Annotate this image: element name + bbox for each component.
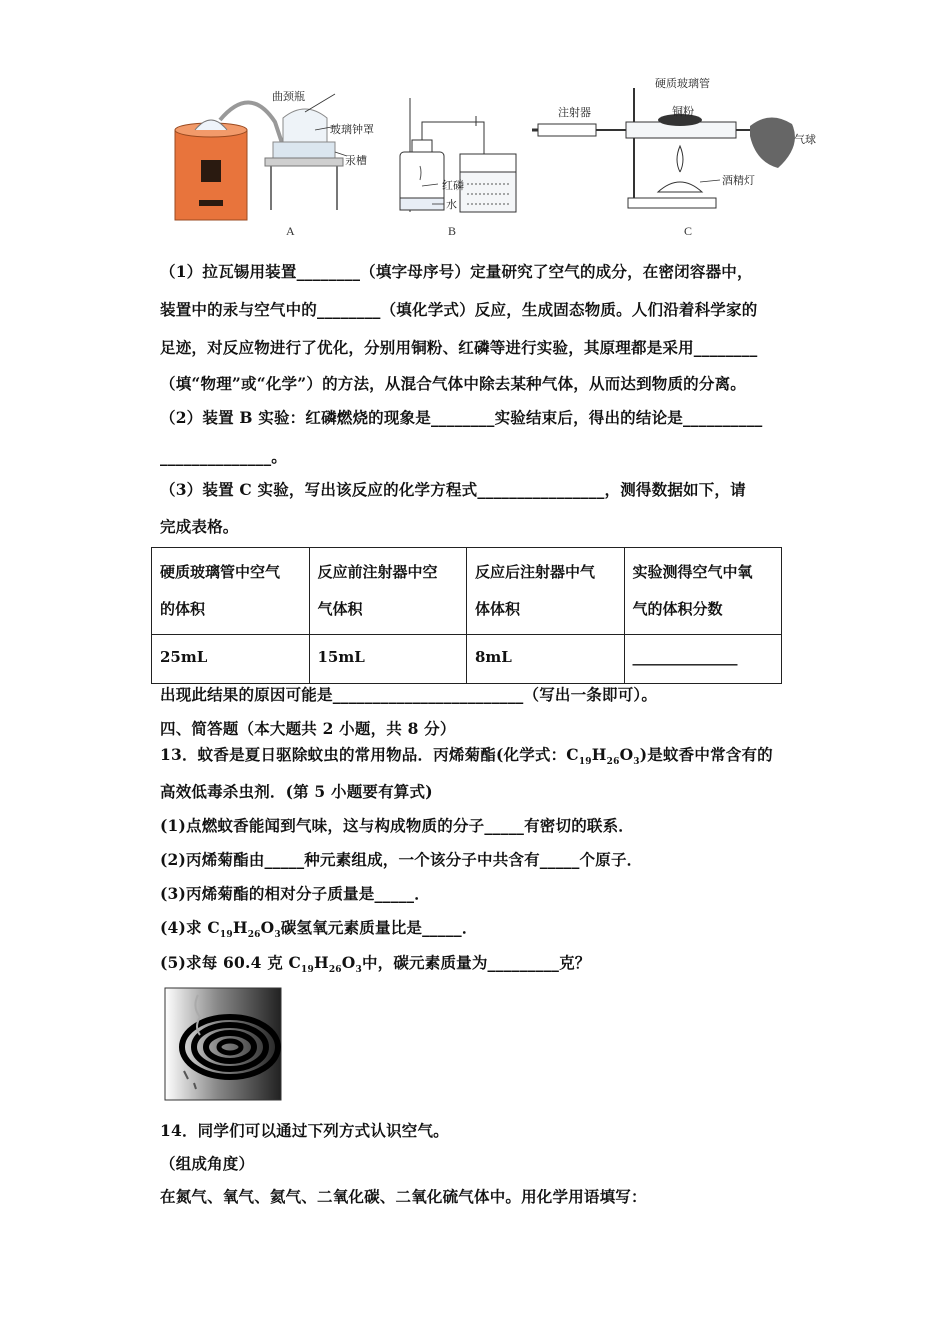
table-cell: 15mL <box>309 635 467 684</box>
q1-line-3: 足迹，对反应物进行了优化，分别用铜粉、红磷等进行实验，其原理都是采用________ <box>160 338 758 357</box>
data-table <box>151 547 782 684</box>
reason-line: 出现此结果的原因可能是________________________（写出一条即可）。 <box>160 685 658 704</box>
label-retort: 曲颈瓶 <box>272 90 305 103</box>
q2-line-1: （2）装置 B 实验：红磷燃烧的现象是________实验结束后，得出的结论是__________ <box>160 408 763 427</box>
q13-intro-2: 高效低毒杀虫剂．(第 5 小题要有算式) <box>160 782 433 801</box>
table-header-cell: 实验测得空气中氧 气的体积分数 <box>624 548 782 635</box>
q13-part-2: (2)丙烯菊酯由_____种元素组成，一个该分子中共含有_____个原子． <box>160 850 643 869</box>
caption-a: A <box>286 224 295 238</box>
label-bell-jar: 玻璃钟罩 <box>330 123 374 136</box>
q3-line-1: （3）装置 C 实验，写出该反应的化学方程式________________，测得数据如下，请 <box>160 480 746 499</box>
mosquito-coil-image <box>164 987 282 1101</box>
section-4-heading: 四、简答题（本大题共 2 小题，共 8 分） <box>160 719 456 738</box>
table-header-row <box>152 548 782 635</box>
q13-part-3: (3)丙烯菊酯的相对分子质量是_____． <box>160 884 430 903</box>
apparatus-c-figure <box>530 82 820 212</box>
apparatus-b-figure <box>392 96 522 216</box>
q3-line-2: 完成表格。 <box>160 517 239 536</box>
q1-line-1: （1）拉瓦锡用装置________（填字母序号）定量研究了空气的成分，在密闭容器中， <box>160 262 753 281</box>
table-row <box>152 635 782 684</box>
q13-part-4: (4)求 $C_{19}H_{26}O_3$碳氢氧元素质量比是_____． <box>160 918 478 941</box>
q14-line-3: 在氮气、氧气、氦气、二氧化碳、二氧化硫气体中。用化学用语填写： <box>160 1187 647 1206</box>
q1-line-2: 装置中的汞与空气中的________（填化学式）反应，生成固态物质。人们沿着科学家的 <box>160 300 758 319</box>
table-cell-blank: ______________ <box>624 635 782 684</box>
table-header-cell: 反应后注射器中气 体体积 <box>467 548 625 635</box>
q13-part-5: (5)求每 60.4 克 $C_{19}H_{26}O_3$中，碳元素质量为_________克？ <box>160 953 591 976</box>
label-lamp: 酒精灯 <box>722 174 755 187</box>
q13-intro-1: 13．蚊香是夏日驱除蚊虫的常用物品．丙烯菊酯(化学式：$C_{19}H_{26}O_3$)是蚊香中常含有的 <box>160 745 773 768</box>
caption-c: C <box>684 224 693 238</box>
label-water: 水 <box>446 198 457 211</box>
table-cell: 25mL <box>152 635 310 684</box>
label-syringe: 注射器 <box>558 106 591 119</box>
label-trough: 汞槽 <box>345 154 367 167</box>
q1-line-4: （填“物理”或“化学”）的方法，从混合气体中除去某种气体，从而达到物质的分离。 <box>160 374 746 393</box>
label-copper: 铜粉 <box>672 105 694 118</box>
table-header-cell: 硬质玻璃管中空气 的体积 <box>152 548 310 635</box>
label-balloon: 气球 <box>794 133 816 146</box>
q14-line-2: （组成角度） <box>160 1154 255 1173</box>
label-phosphorus: 红磷 <box>442 179 464 192</box>
table-cell: 8mL <box>467 635 625 684</box>
caption-b: B <box>448 224 457 238</box>
q14-line-1: 14．同学们可以通过下列方式认识空气。 <box>160 1121 449 1140</box>
table-header-cell: 反应前注射器中空 气体积 <box>309 548 467 635</box>
q13-part-1: (1)点燃蚊香能闻到气味，这与构成物质的分子_____有密切的联系． <box>160 816 635 835</box>
label-tube: 硬质玻璃管 <box>655 77 710 90</box>
q2-line-2: ______________。 <box>160 447 288 466</box>
